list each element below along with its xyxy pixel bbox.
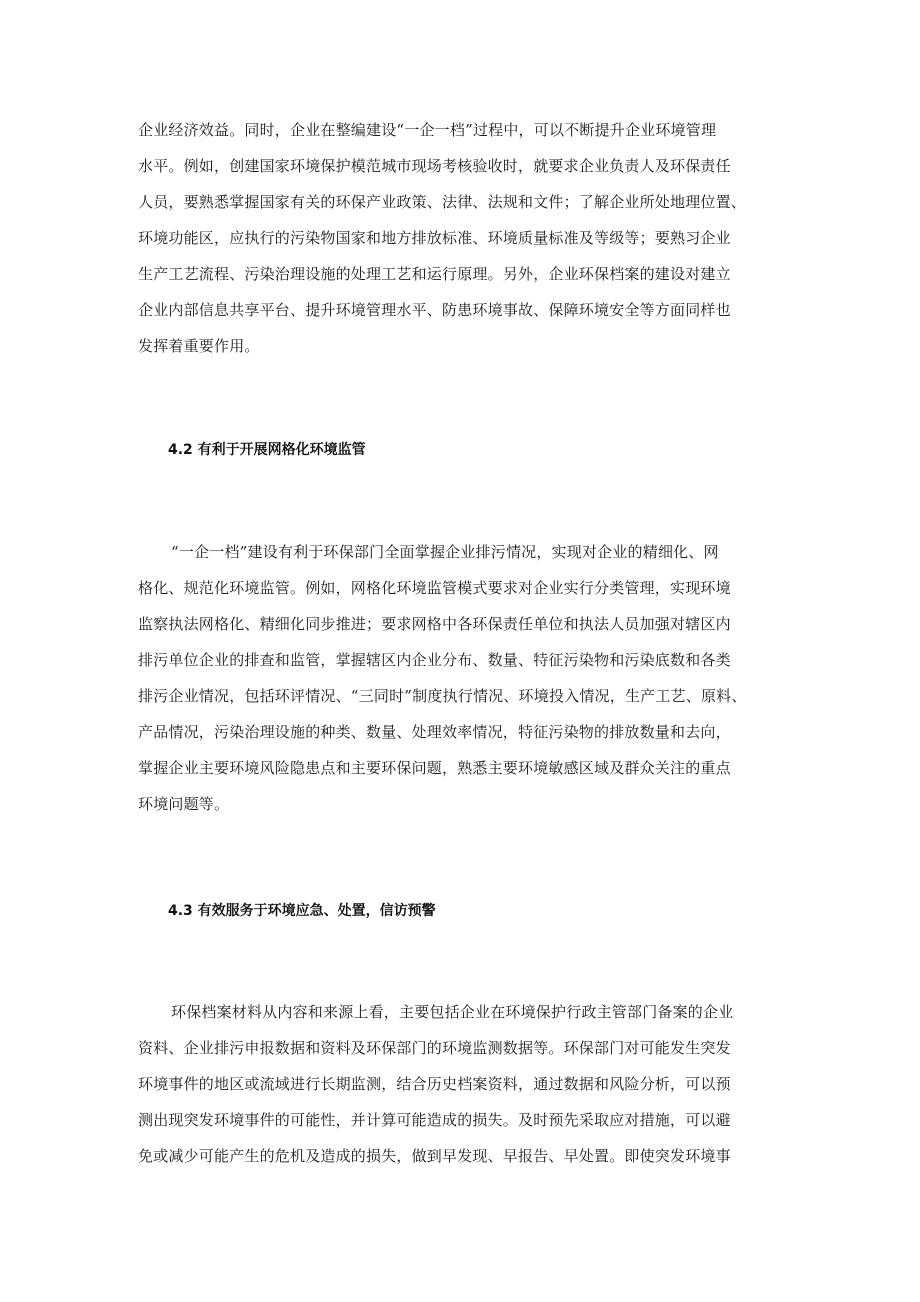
text-line: 掌握企业主要环境风险隐患点和主要环保问题，熟悉主要环境敏感区域及群众关注的重点 xyxy=(138,759,731,777)
text-line: 免或减少可能产生的危机及造成的损失，做到早发现、早报告、早处置。即使突发环境事 xyxy=(138,1147,731,1165)
text-line: 环境功能区，应执行的污染物国家和地方排放标准、环境质量标准及等级等；要熟习企业 xyxy=(138,229,731,247)
text-line: 资料、企业排污申报数据和资料及环保部门的环境监测数据等。环保部门对可能发生突发 xyxy=(138,1039,731,1057)
text-line: 发挥着重要作用。 xyxy=(138,337,260,355)
text-line: 格化、规范化环境监管。例如，网格化环境监管模式要求对企业实行分类管理，实现环境 xyxy=(138,579,731,597)
text-line: 排污企业情况，包括环评情况、“三同时”制度执行情况、环境投入情况，生产工艺、原料、 xyxy=(138,687,747,705)
text-line: 排污单位企业的排查和监管，掌握辖区内企业分布、数量、特征污染物和污染底数和各类 xyxy=(138,651,731,669)
text-line: 监察执法网格化、精细化同步推进；要求网格中各环保责任单位和执法人员加强对辖区内 xyxy=(138,615,731,633)
text-line: 人员，要熟悉掌握国家有关的环保产业政策、法律、法规和文件；了解企业所处地理位置、 xyxy=(138,193,747,211)
section-heading-4-2: 4.2 有利于开展网格化环境监管 xyxy=(168,442,366,458)
text-line: 环境事件的地区或流域进行长期监测，结合历史档案资料，通过数据和风险分析，可以预 xyxy=(138,1075,731,1093)
text-line: 生产工艺流程、污染治理设施的处理工艺和运行原理。另外，企业环保档案的建设对建立 xyxy=(138,265,731,283)
section-heading-4-3: 4.3 有效服务于环境应急、处置，信访预警 xyxy=(168,903,436,919)
text-line: “一企一档”建设有利于环保部门全面掌握企业排污情况，实现对企业的精细化、网 xyxy=(171,543,719,561)
paragraph-emergency-response xyxy=(138,994,798,1174)
text-line: 水平。例如，创建国家环境保护模范城市现场考核验收时，就要求企业负责人及环保责任 xyxy=(138,157,731,175)
paragraph-grid-supervision xyxy=(138,534,798,822)
text-line: 产品情况，污染治理设施的种类、数量、处理效率情况，特征污染物的排放数量和去向， xyxy=(138,723,731,741)
text-line: 测出现突发环境事件的可能性，并计算可能造成的损失。及时预先采取应对措施，可以避 xyxy=(138,1111,731,1129)
text-line: 环境问题等。 xyxy=(138,795,230,813)
text-line: 企业经济效益。同时，企业在整编建设“一企一档”过程中，可以不断提升企业环境管理 xyxy=(138,121,717,139)
text-line: 企业内部信息共享平台、提升环境管理水平、防患环境事故、保障环境安全等方面同样也 xyxy=(138,301,731,319)
text-line: 环保档案材料从内容和来源上看，主要包括企业在环境保护行政主管部门备案的企业 xyxy=(171,1003,734,1021)
paragraph-enterprise-benefits xyxy=(138,112,798,364)
